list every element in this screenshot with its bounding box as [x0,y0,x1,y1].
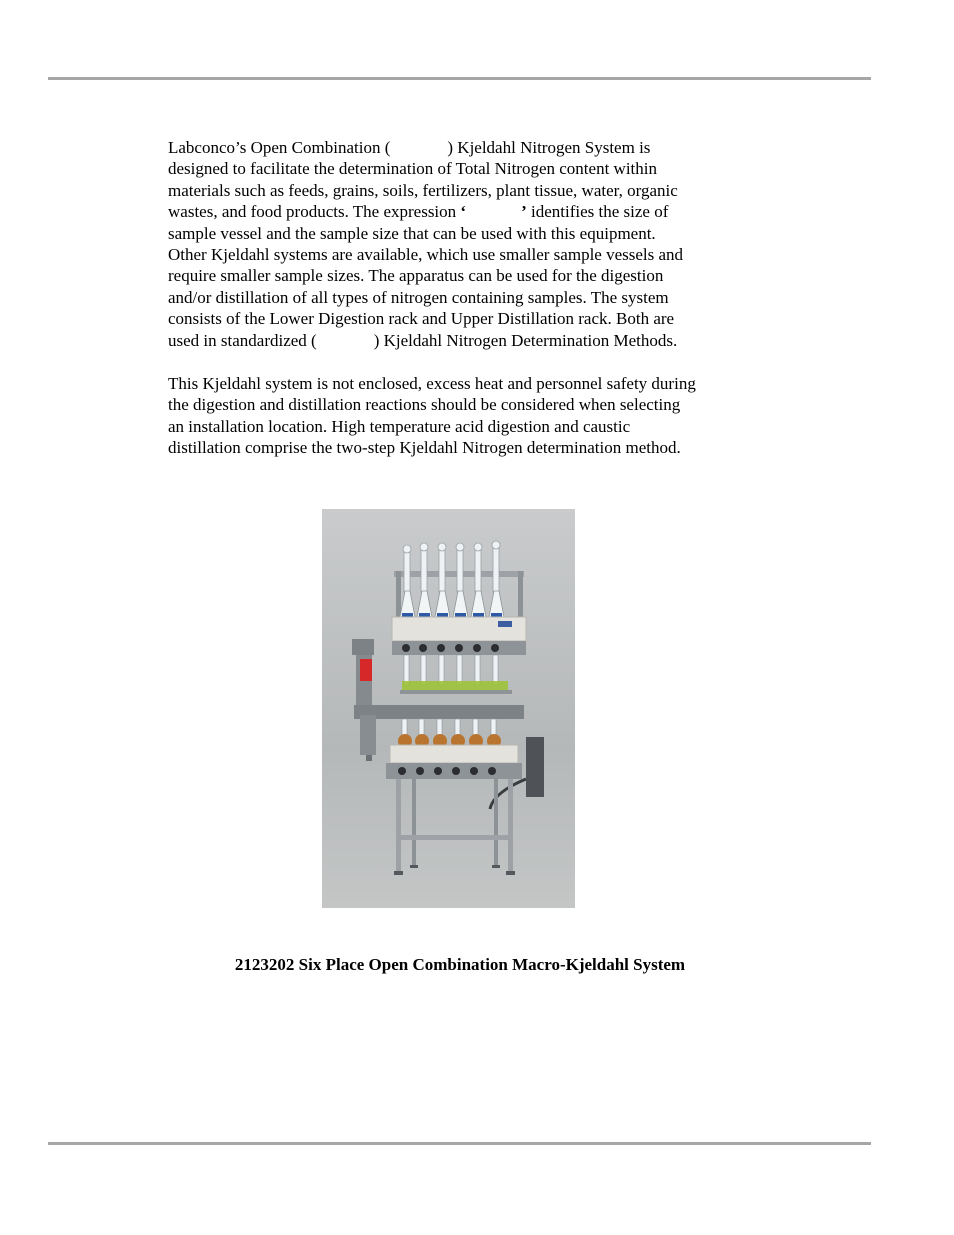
p1-line8: and/or distillation of all types of nitrogen containing samples. The system [168,287,669,307]
kjeldahl-system-photo [322,509,575,908]
safety-paragraph [168,373,768,459]
p1-close-quote: ’ [521,202,527,222]
p1-line10b: ) Kjeldahl Nitrogen Determination Methods. [373,330,678,350]
p1-line4b: identifies the size of [526,202,669,222]
p1-line4a: wastes, and food products. The expression [168,202,461,222]
p1-open-quote: ‘ [460,202,467,222]
p1-line1a: Labconco’s Open Combination ( [168,138,391,157]
p1-line1b: ) Kjeldahl Nitrogen System is [447,138,651,157]
p1-line3: materials such as feeds, grains, soils, fertilizers, plant tissue, water, organic [168,180,678,200]
valve-handle [360,659,372,681]
p1-line10a: used in standardized ( [168,330,317,350]
intro-paragraph [168,137,768,351]
figure-caption: 2123202 Six Place Open Combination Macro-Kjeldahl System [234,955,686,974]
p2-line2: the digestion and distillation reactions should be considered when selecting [168,395,681,415]
p2-line4: distillation comprise the two-step Kjeldahl Nitrogen determination method. [168,438,681,458]
p1-line5: sample vessel and the sample size that can be used with this equipment. [168,223,656,243]
p1-line6: Other Kjeldahl systems are available, which use smaller sample vessels and [168,245,684,265]
p2-line1: This Kjeldahl system is not enclosed, excess heat and personnel safety during [168,374,696,393]
p2-line3: an installation location. High temperature acid digestion and caustic [168,416,631,436]
control-box [526,737,544,797]
p1-line9: consists of the Lower Digestion rack and Upper Distillation rack. Both are [168,309,675,329]
p1-line7: require smaller sample sizes. The apparatus can be used for the digestion [168,266,664,286]
bottom-rule [48,1142,871,1145]
top-rule [48,77,871,80]
p1-line2: designed to facilitate the determination of Total Nitrogen content within [168,159,657,179]
